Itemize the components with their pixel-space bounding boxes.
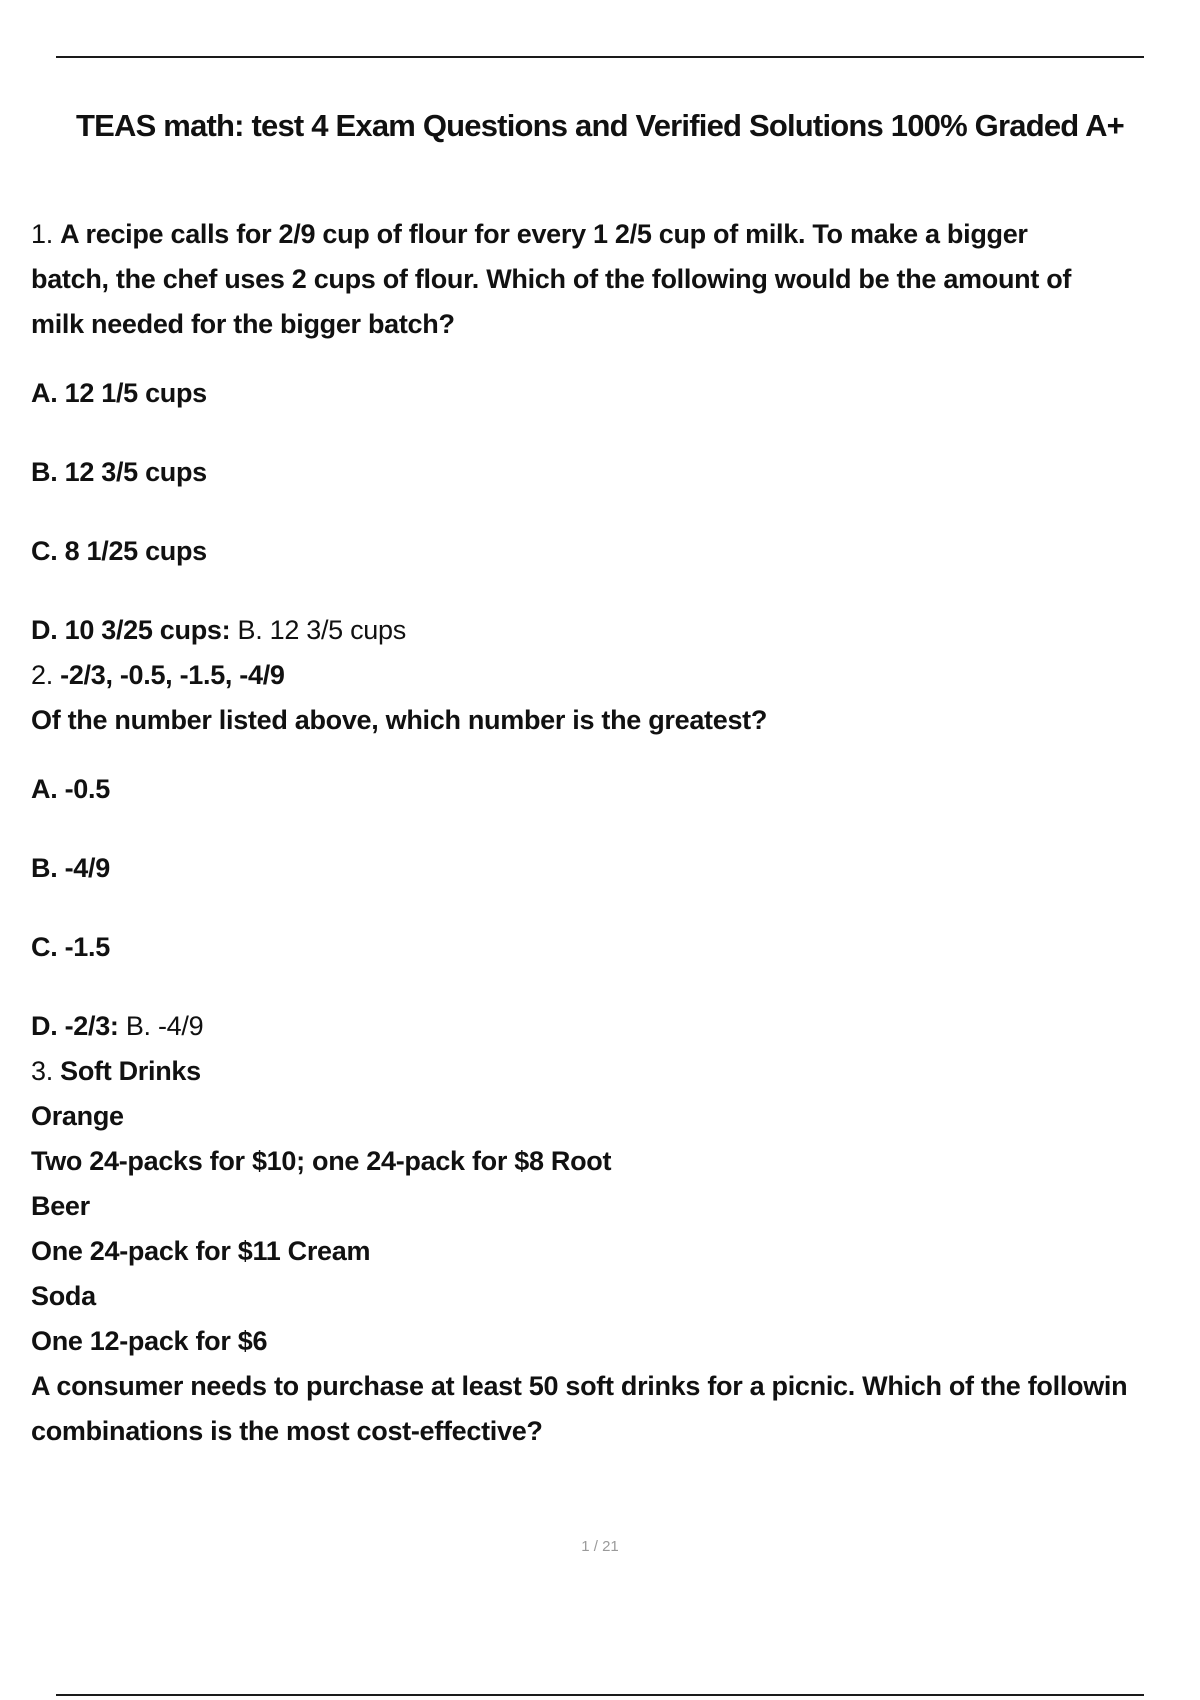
option-text: -2/3: bbox=[64, 1011, 119, 1041]
option-letter: D. bbox=[31, 615, 58, 645]
question-number: 2. bbox=[31, 660, 53, 690]
answer-text: B. 12 3/5 cups bbox=[237, 615, 406, 645]
question-3-line-2: Orange bbox=[31, 1101, 124, 1131]
question-number: 1. bbox=[31, 219, 53, 249]
question-1-option-a bbox=[31, 371, 1191, 416]
question-3-line-7: One 12-pack for $6 bbox=[31, 1326, 268, 1356]
question-2-line-1 bbox=[31, 653, 1191, 698]
question-text: A recipe calls for 2/9 cup of flour for every 1 2/5 cup of milk. To make a bigger bbox=[60, 219, 1028, 249]
page-indicator: 1 / 21 bbox=[581, 1538, 619, 1555]
page-title: TEAS math: test 4 Exam Questions and Verified Solutions 100% Graded A+ bbox=[76, 108, 1124, 143]
option-text: 8 1/25 cups bbox=[64, 536, 207, 566]
question-3-line-1 bbox=[31, 1049, 1191, 1094]
top-divider bbox=[56, 56, 1144, 58]
option-text: 10 3/25 cups: bbox=[64, 615, 231, 645]
question-3-line-3: Two 24-packs for $10; one 24-pack for $8 Root bbox=[31, 1146, 612, 1176]
answer-text: B. -4/9 bbox=[125, 1011, 204, 1041]
question-1-option-c bbox=[31, 529, 1191, 574]
question-3-line-4: Beer bbox=[31, 1191, 90, 1221]
option-letter: B. bbox=[31, 853, 58, 883]
option-letter: A. bbox=[31, 774, 58, 804]
option-letter: C. bbox=[31, 932, 58, 962]
question-2-option-c bbox=[31, 925, 1191, 970]
option-letter: B. bbox=[31, 457, 58, 487]
question-1-option-d bbox=[31, 608, 1191, 653]
question-2-line-2: Of the number listed above, which number is the greatest? bbox=[31, 705, 768, 735]
question-1-option-b bbox=[31, 450, 1191, 495]
question-3-line-5: One 24-pack for $11 Cream bbox=[31, 1236, 371, 1266]
question-3-line-8: A consumer needs to purchase at least 50 soft drinks for a picnic. Which of the followin bbox=[31, 1371, 1128, 1401]
question-text: Soft Drinks bbox=[60, 1056, 201, 1086]
question-2-option-b bbox=[31, 846, 1191, 891]
question-1-line-3: milk needed for the bigger batch? bbox=[31, 309, 455, 339]
option-letter: A. bbox=[31, 378, 58, 408]
question-text: -2/3, -0.5, -1.5, -4/9 bbox=[60, 660, 285, 690]
option-text: -1.5 bbox=[64, 932, 110, 962]
question-1-line-2: batch, the chef uses 2 cups of flour. Which of the following would be the amount of bbox=[31, 264, 1072, 294]
question-3-line-6: Soda bbox=[31, 1281, 96, 1311]
question-number: 3. bbox=[31, 1056, 53, 1086]
question-2-option-a bbox=[31, 767, 1191, 812]
question-2-option-d bbox=[31, 1004, 1191, 1049]
option-text: -0.5 bbox=[64, 774, 110, 804]
option-letter: C. bbox=[31, 536, 58, 566]
option-letter: D. bbox=[31, 1011, 58, 1041]
option-text: 12 3/5 cups bbox=[64, 457, 207, 487]
question-1-line-1 bbox=[31, 212, 1191, 257]
option-text: -4/9 bbox=[64, 853, 110, 883]
document-body bbox=[31, 212, 1191, 1454]
bottom-divider bbox=[56, 1694, 1144, 1696]
option-text: 12 1/5 cups bbox=[64, 378, 207, 408]
question-3-line-9: combinations is the most cost-effective? bbox=[31, 1416, 543, 1446]
